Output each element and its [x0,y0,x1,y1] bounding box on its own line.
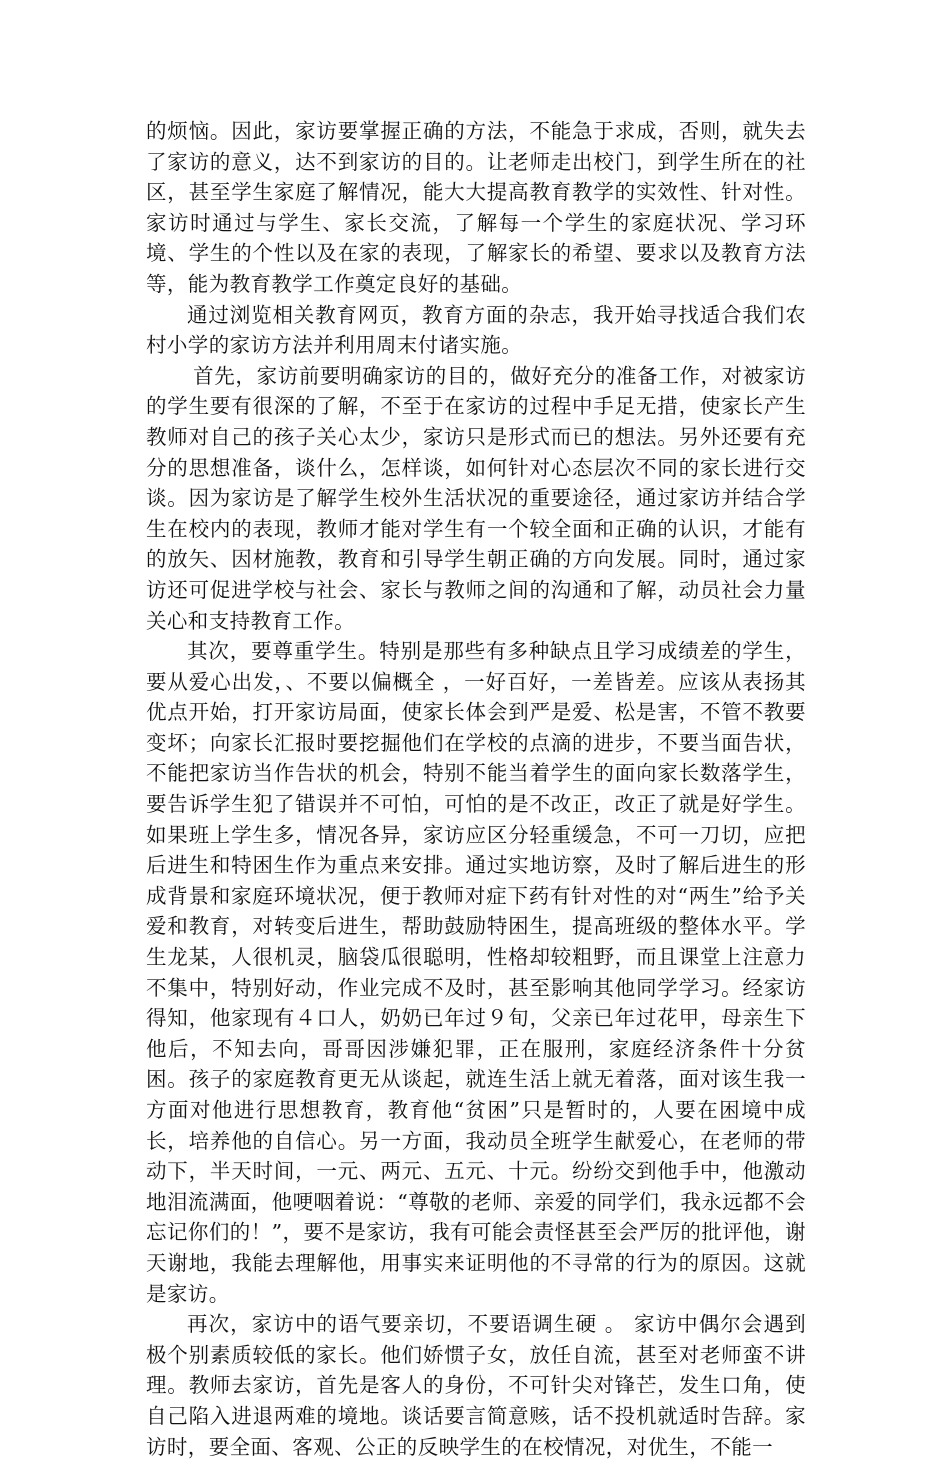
paragraph-research: 通过浏览相关教育网页，教育方面的杂志，我开始寻找适合我们农村小学的家访方法并利用周末付诸实施。 [146,302,806,358]
paragraph-first: 首先，家访前要明确家访的目的，做好充分的准备工作，对被家访的学生要有很深的了解，不至于在家访的过程中手足无措，使家长产生教师对自己的孩子关心太少，家访只是形式而已的想法。另外还要有充分的思想准备，谈什么，怎样谈，如何针对心态层次不同的家长进行交谈。因为家访是了解学生校外生活状况的重要途径，通过家访并结合学生在校内的表现，教师才能对学生有一个较全面和正确的认识，才能有的放矢、因材施教，教育和引导学生朝正确的方向发展。同时，通过家访还可促进学校与社会、家长与教师之间的沟通和了解，动员社会力量关心和支持教育工作。 [146,363,806,633]
document-page [146,116,806,1462]
paragraph-second: 其次，要尊重学生。特别是那些有多种缺点且学习成绩差的学生，要从爱心出发，、不要以偏概全 ，一好百好，一差皆差。应该从表扬其优点开始，打开家访局面，使家长体会到严是爱、松是害，不管不教要变坏；向家长汇报时要挖掘他们在学校的点滴的进步，不要当面告状，不能把家访当作告状的机会，特别不能当着学生的面向家长数落学生，要告诉学生犯了错误并不可怕，可怕的是不改正，改正了就是好学生。如果班上学生多，情况各异，家访应区分轻重缓急，不可一刀切，应把后进生和特困生作为重点来安排。通过实地访察，及时了解后进生的形成背景和家庭环境状况，便于教师对症下药有针对性的对“两生”给予关爱和教育，对转变后进生，帮助鼓励特困生，提高班级的整体水平。学生龙某，人很机灵，脑袋瓜很聪明，性格却较粗野，而且课堂上注意力不集中，特别好动，作业完成不及时，甚至影响其他同学学习。经家访得知，他家现有４口人，奶奶已年过９旬，父亲已年过花甲，母亲生下他后，不知去向，哥哥因涉嫌犯罪，正在服刑，家庭经济条件十分贫困。孩子的家庭教育更无从谈起，就连生活上就无着落，面对该生我一方面对他进行思想教育，教育他“贫困”只是暂时的，人要在困境中成长，培养他的自信心。另一方面，我动员全班学生献爱心，在老师的带动下，半天时间，一元、两元、五元、十元。纷纷交到他手中，他激动地泪流满面，他哽咽着说：“尊敬的老师、亲爱的同学们，我永远都不会忘记你们的！”，要不是家访，我有可能会责怪甚至会严厉的批评他，谢天谢地，我能去理解他，用事实来证明他的不寻常的行为的原因。这就是家访。 [146,639,806,1306]
paragraph-third: 再次，家访中的语气要亲切，不要语调生硬 。 家访中偶尔会遇到极个别素质较低的家长。他们娇惯子女，放任自流，甚至对老师蛮不讲理。教师去家访，首先是客人的身份，不可针尖对锋芒，发生口角，使自己陷入进退两难的境地。谈话要言简意赅，话不投机就适时告辞。家访时，要全面、客观、公正的反映学生的在校情况，对优生，不能一 [146,1312,806,1459]
paragraph-continuation: 的烦恼。因此，家访要掌握正确的方法，不能急于求成，否则，就失去了家访的意义，达不到家访的目的。让老师走出校门，到学生所在的社区，甚至学生家庭了解情况，能大大提高教育教学的实效性、针对性。家访时通过与学生、家长交流，了解每一个学生的家庭状况、学习环境、学生的个性以及在家的表现，了解家长的希望、要求以及教育方法等，能为教育教学工作奠定良好的基础。 [146,119,806,296]
